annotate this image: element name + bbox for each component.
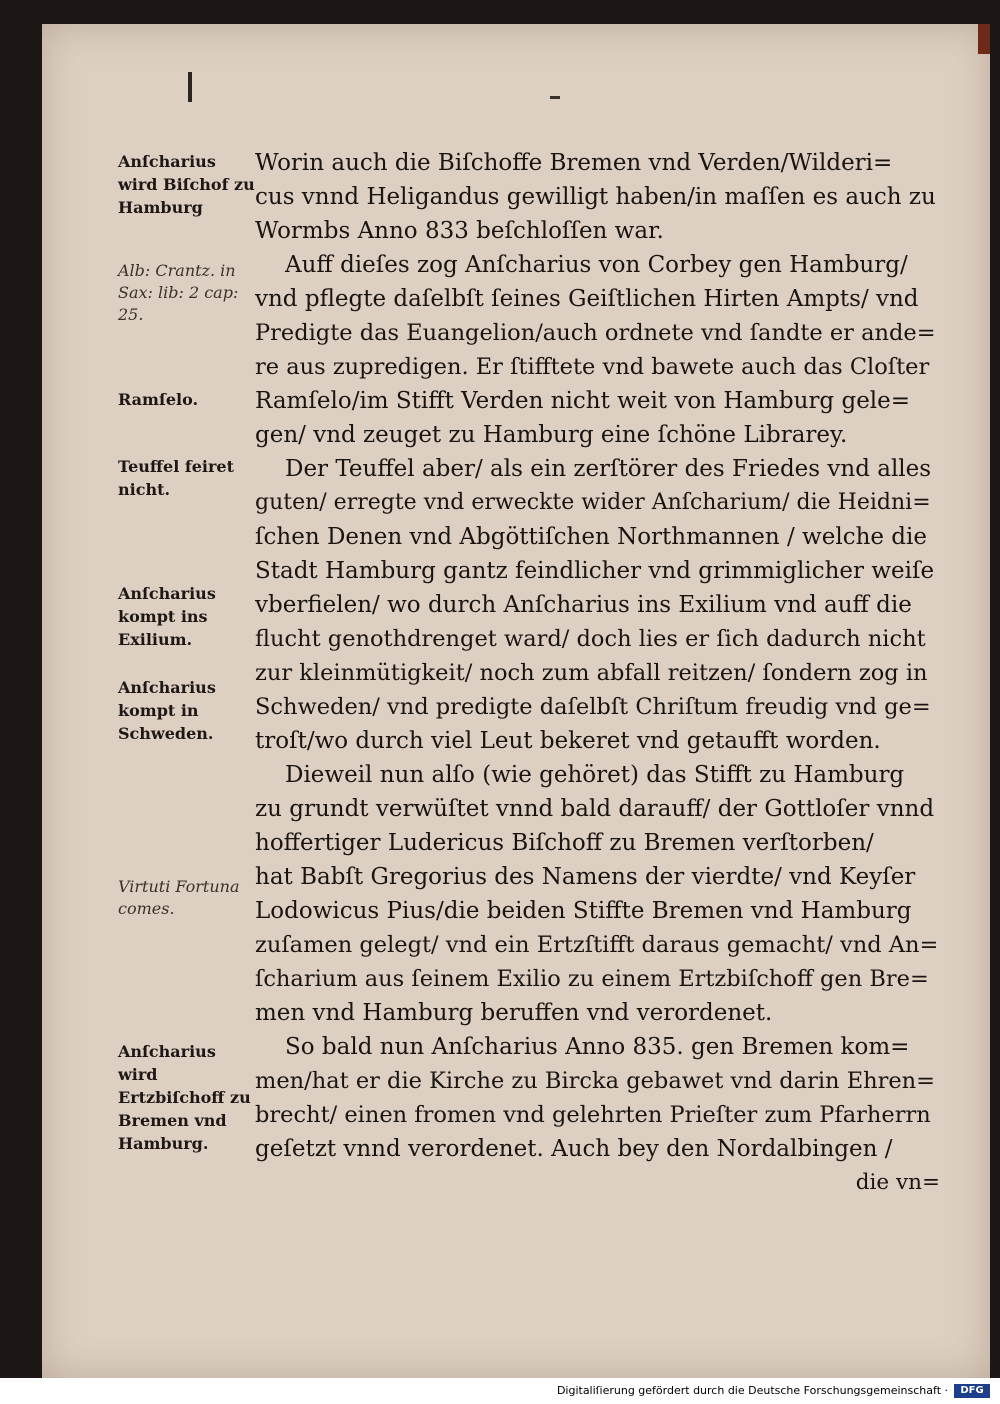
text-line: re aus zupredigen. Er ſtifftete vnd bawete auch das Cloſter <box>255 354 930 380</box>
text-line: Ramſelo/im Stifft Verden nicht weit von Hamburg gele= <box>255 388 911 414</box>
text-line: ſcharium aus ſeinem Exilio zu einem Ertzbiſchoff gen Bre= <box>255 966 929 992</box>
margin-note-3: Ramſelo. <box>118 390 199 409</box>
margin-note-4: Teuffel feiret nicht. <box>118 457 234 499</box>
text-line: hat Babſt Gregorius des Namens der vierdte/ vnd Keyſer <box>255 864 916 890</box>
text-line: troſt/wo durch viel Leut bekeret vnd getaufft worden. <box>255 728 881 754</box>
text-line: men vnd Hamburg beruffen vnd verordenet. <box>255 1000 773 1026</box>
catchword: die vn= <box>855 1170 940 1195</box>
text-line: hoffertiger Ludericus Biſchoff zu Bremen verſtorben/ <box>255 830 874 856</box>
footer-bar <box>0 1378 1000 1404</box>
text-line: Wormbs Anno 833 beſchloſſen war. <box>255 218 664 244</box>
text-line: ſchen Denen vnd Abgöttiſchen Northmannen / welche die <box>255 524 927 550</box>
margin-note-6: Anſcharius kompt in Schweden. <box>118 678 216 743</box>
text-line: Der Teuffel aber/ als ein zerſtörer des Friedes vnd alles <box>285 456 932 482</box>
margin-note-1: Anſcharius wird Biſchof zu Hamburg <box>118 152 255 217</box>
text-line: vnd pflegte daſelbſt ſeines Geiſtlichen Hirten Ampts/ vnd <box>255 286 919 312</box>
margin-note-7: Virtuti Fortuna comes. <box>118 877 240 918</box>
text-line: So bald nun Anſcharius Anno 835. gen Bremen kom= <box>285 1034 910 1060</box>
footer-credit: Digitaliſierung gefördert durch die Deutsche Forschungsgemeinschaft · <box>556 1384 948 1397</box>
margin-note-5: Anſcharius kompt ins Exilium. <box>118 584 216 649</box>
text-line: geſetzt vnnd verordenet. Auch bey den Nordalbingen / <box>255 1136 893 1162</box>
text-line: men/hat er die Kirche zu Bircka gebawet vnd darin Ehren= <box>255 1068 936 1094</box>
text-line: zur kleinmütigkeit/ noch zum abfall reitzen/ ſondern zog in <box>255 660 928 686</box>
text-line: Schweden/ vnd predigte daſelbſt Chriſtum freudig vnd ge= <box>255 694 931 720</box>
page-mark <box>188 72 192 102</box>
book-cover-edge <box>978 24 990 54</box>
text-line: zu grundt verwüſtet vnnd bald darauff/ der Gottloſer vnnd <box>255 796 935 822</box>
margin-note-2: Alb: Crantz. in Sax: lib: 2 cap: 25. <box>118 261 239 324</box>
ink-mark <box>550 96 560 99</box>
text-line: Stadt Hamburg gantz feindlicher vnd grimmiglicher weiſe <box>255 558 935 584</box>
text-line: Worin auch die Biſchoffe Bremen vnd Verden/Wilderi= <box>255 150 893 176</box>
text-line: cus vnnd Heligandus gewilligt haben/in maſſen es auch zu <box>255 184 936 210</box>
text-line: zuſamen gelegt/ vnd ein Ertzſtifft daraus gemacht/ vnd An= <box>255 932 939 958</box>
margin-note-8: Anſcharius wird Ertzbiſchoff zu Bremen vnd Hamburg. <box>118 1042 251 1153</box>
text-line: brecht/ einen fromen vnd gelehrten Prieſter zum Pfarherrn <box>255 1102 931 1128</box>
text-line: guten/ erregte vnd erweckte wider Anſcharium/ die Heidni= <box>255 490 931 515</box>
text-line: Auff dieſes zog Anſcharius von Corbey gen Hamburg/ <box>285 252 908 278</box>
text-line: Dieweil nun alſo (wie gehöret) das Stifft zu Hamburg <box>285 762 905 788</box>
text-line: Predigte das Euangelion/auch ordnete vnd ſandte er ande= <box>255 320 936 346</box>
dfg-logo[interactable]: DFG <box>954 1384 990 1398</box>
text-line: gen/ vnd zeuget zu Hamburg eine ſchöne Librarey. <box>255 422 848 448</box>
text-line: Lodowicus Pius/die beiden Stiffte Bremen vnd Hamburg <box>255 898 912 924</box>
text-line: vberfielen/ wo durch Anſcharius ins Exilium vnd auff die <box>255 592 912 618</box>
text-line: flucht genothdrenget ward/ doch lies er ſich dadurch nicht <box>255 626 926 652</box>
